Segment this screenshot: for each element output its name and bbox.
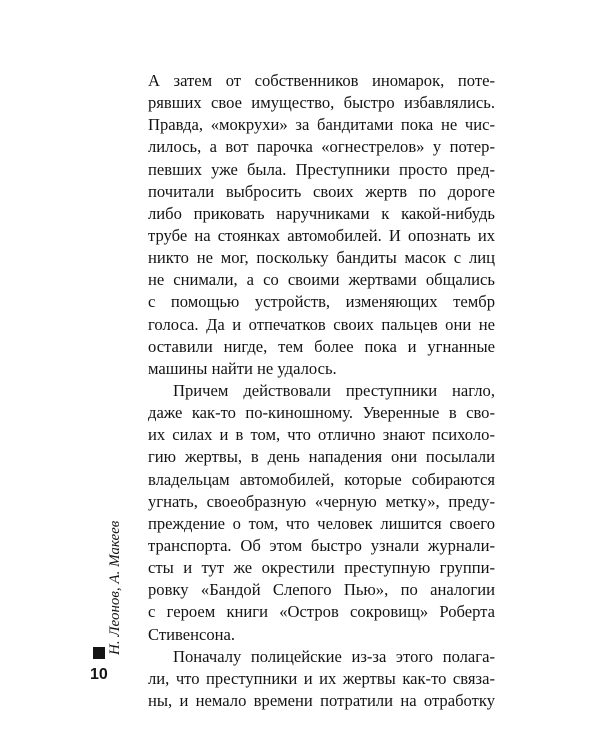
text-line: либо приковать наручниками к какой-нибудь — [148, 203, 495, 223]
text-line: с помощью устройств, изменяющих тембр — [148, 292, 495, 312]
text-line: голоса. Да и отпечатков своих пальцев они не — [148, 314, 495, 334]
text-line: не снимали, а со своими жертвами общались — [148, 270, 495, 290]
text-line: оставили нигде, тем более пока и угнанные — [148, 336, 495, 356]
text-line: даже как-то по-киношному. Уверенные в сво- — [148, 403, 495, 423]
text-line: Причем действовали преступники нагло, — [173, 380, 495, 400]
text-line: машины найти не удалось. — [148, 358, 337, 378]
text-line: никто не мог, поскольку бандиты масок с лиц — [148, 248, 495, 268]
text-line: транспорта. Об этом быстро узнали журнали- — [148, 535, 495, 555]
text-line: преждение о том, что человек лишится своего — [148, 513, 495, 533]
text-line: трубе на стоянках автомобилей. И опознать их — [148, 225, 495, 245]
body-text — [148, 70, 495, 712]
text-line: певших уже была. Преступники просто пред- — [148, 159, 495, 179]
page-number: 10 — [90, 666, 108, 683]
text-line: их силах и в том, что отлично знают психоло- — [148, 425, 495, 445]
text-line: рявших свое имущество, быстро избавлялись. — [148, 93, 495, 113]
text-line: угнать, своеобразную «черную метку», преду- — [148, 491, 495, 511]
text-line: Поначалу полицейские из-за этого полага- — [173, 646, 495, 666]
text-line: ли, что преступники и их жертвы как-то связа- — [148, 668, 495, 688]
text-line: лилось, а вот парочка «огнестрелов» у потер- — [148, 137, 495, 157]
text-line: сты и тут же окрестили преступную группи- — [148, 558, 495, 578]
text-line: Правда, «мокрухи» за бандитами пока не чис- — [148, 115, 495, 135]
text-line: почитали выбросить своих жертв по дороге — [148, 181, 495, 201]
text-line: гию жертвы, в день нападения они посылали — [148, 447, 495, 467]
text-line: А затем от собственников иномарок, потe- — [148, 71, 495, 90]
text-line: ровку «Бандой Слепого Пью», по аналогии — [148, 580, 495, 600]
square-marker-icon — [93, 647, 105, 659]
text-line: Стивенсона. — [148, 624, 236, 644]
running-head: Н. Леонов, А. Макеев — [107, 520, 123, 655]
text-line: владельцам автомобилей, которые собираются — [148, 469, 495, 489]
text-line: ны, и немало времени потратили на отработку — [148, 690, 495, 710]
text-line: с героем книги «Остров сокровищ» Роберта — [148, 602, 495, 622]
